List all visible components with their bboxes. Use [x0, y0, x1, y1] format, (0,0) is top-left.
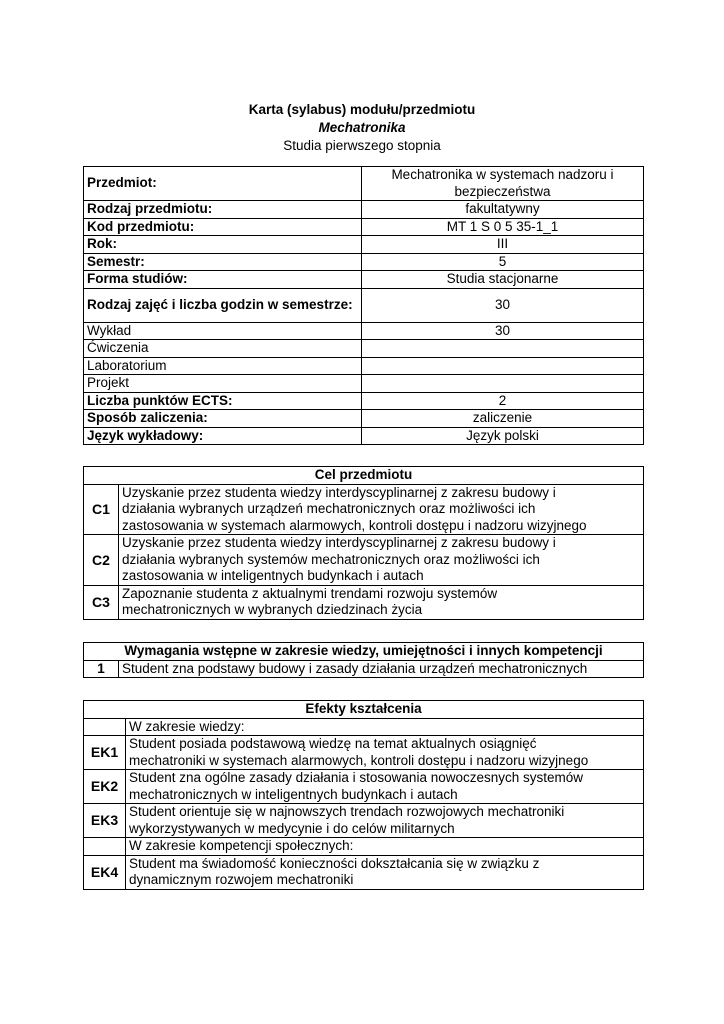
info-label: Wykład [84, 322, 362, 340]
info-label: Sposób zaliczenia: [84, 410, 362, 428]
text-line: Student zna ogólne zasady działania i stosowania nowoczesnych systemów [129, 770, 584, 785]
info-value: 30 [362, 288, 644, 322]
info-value: 5 [362, 253, 644, 271]
title-line-2: Mechatronika [318, 120, 406, 135]
requirements-header-row [84, 643, 644, 661]
item-text [126, 736, 644, 770]
info-row [84, 236, 644, 254]
goals-header-row [84, 467, 644, 485]
info-row [84, 392, 644, 410]
title-line-1: Karta (sylabus) modułu/przedmiotu [248, 102, 476, 117]
requirement-code: 1 [84, 660, 119, 678]
page-title [0, 101, 724, 155]
course-goals-table [83, 466, 644, 620]
info-label: Laboratorium [84, 357, 362, 375]
info-row [84, 410, 644, 428]
info-value: MT 1 S 0 5 35-1_1 [362, 218, 644, 236]
info-value: Język polski [362, 427, 644, 445]
info-row [84, 201, 644, 219]
info-value: Mechatronika w systemach nadzoru i bezpieczeństwa [362, 167, 644, 201]
info-value: fakultatywny [362, 201, 644, 219]
text-line: działania wybranych urządzeń mechatronicznych oraz możliwości ich [122, 501, 536, 516]
info-row [84, 427, 644, 445]
item-text [126, 804, 644, 838]
text-line: Uzyskanie przez studenta wiedzy interdyscyplinarnej z zakresu budowy i [122, 484, 556, 500]
info-row [84, 288, 644, 322]
info-row [84, 253, 644, 271]
effects-section-row [84, 838, 644, 856]
requirements-title: Wymagania wstępne w zakresie wiedzy, umiejętności i innych kompetencji [84, 643, 644, 661]
effect-code: EK1 [84, 736, 126, 770]
effect-row [84, 855, 644, 889]
effect-row [84, 770, 644, 804]
info-row [84, 322, 644, 340]
info-label: Ćwiczenia [84, 340, 362, 358]
info-value [362, 357, 644, 375]
requirement-text: Student zna podstawy budowy i zasady działania urządzeń mechatronicznych [119, 660, 644, 678]
info-value: zaliczenie [362, 410, 644, 428]
requirements-table [83, 642, 644, 678]
info-label: Rodzaj zajęć i liczba godzin w semestrze: [84, 288, 362, 322]
effects-header-row [84, 701, 644, 719]
info-label: Kod przedmiotu: [84, 218, 362, 236]
info-row [84, 271, 644, 289]
effects-section-header: W zakresie wiedzy: [126, 718, 644, 736]
empty-cell [84, 718, 126, 736]
info-value [362, 375, 644, 393]
effect-code: EK3 [84, 804, 126, 838]
effect-code: EK4 [84, 855, 126, 889]
course-info-table [83, 166, 644, 445]
info-value: 2 [362, 392, 644, 410]
text-line: wykorzystywanych w medycynie i do celów militarnych [129, 820, 455, 836]
info-label: Przedmiot: [84, 167, 362, 201]
text-line: działania wybranych systemów mechatronicznych oraz możliwości ich [122, 551, 540, 567]
info-label: Liczba punktów ECTS: [84, 392, 362, 410]
text-line: mechatronicznych w inteligentnych budynkach i autach [129, 786, 458, 802]
info-label: Rok: [84, 236, 362, 254]
info-row [84, 218, 644, 236]
goals-title: Cel przedmiotu [84, 467, 644, 485]
effect-row [84, 804, 644, 838]
info-value: 30 [362, 322, 644, 340]
text-line: mechatronicznych w wybranych dziedzinach życia [122, 602, 423, 617]
item-text [119, 585, 644, 619]
info-value: Studia stacjonarne [362, 271, 644, 289]
info-row [84, 357, 644, 375]
item-text [126, 855, 644, 889]
effect-code: EK2 [84, 770, 126, 804]
item-text [119, 535, 644, 586]
text-line: Student ma świadomość konieczności dokształcania się w związku z [129, 855, 540, 871]
effect-row [84, 736, 644, 770]
info-label: Projekt [84, 375, 362, 393]
info-row [84, 167, 644, 201]
text-line: Zapoznanie studenta z aktualnymi trendami rozwoju systemów [122, 585, 498, 601]
text-line: Uzyskanie przez studenta wiedzy interdyscyplinarnej z zakresu budowy i [122, 535, 556, 550]
goal-row [84, 585, 644, 619]
text-line: zastosowania w inteligentnych budynkach i autach [122, 568, 424, 583]
info-value [362, 340, 644, 358]
effects-section-row [84, 718, 644, 736]
effects-section-header: W zakresie kompetencji społecznych: [126, 838, 644, 856]
learning-effects-table [83, 700, 644, 890]
text-line: mechatroniki w systemach alarmowych, kontroli dostępu i nadzoru wizyjnego [129, 752, 589, 768]
text-line: dynamicznym rozwojem mechatroniki [129, 872, 354, 887]
goal-code: C2 [84, 535, 119, 586]
info-label: Semestr: [84, 253, 362, 271]
info-label: Rodzaj przedmiotu: [84, 201, 362, 219]
item-text [126, 770, 644, 804]
item-text [119, 484, 644, 535]
text-line: Student orientuje się w najnowszych trendach rozwojowych mechatroniki [129, 804, 565, 819]
info-value: III [362, 236, 644, 254]
empty-cell [84, 838, 126, 856]
info-row [84, 340, 644, 358]
info-label: Język wykładowy: [84, 427, 362, 445]
info-label: Forma studiów: [84, 271, 362, 289]
text-line: Student posiada podstawową wiedzę na temat aktualnych osiągnięć [129, 736, 537, 751]
info-row [84, 375, 644, 393]
effects-title: Efekty kształcenia [84, 701, 644, 719]
goal-code: C1 [84, 484, 119, 535]
goal-row [84, 484, 644, 535]
goal-row [84, 535, 644, 586]
title-line-3: Studia pierwszego stopnia [283, 138, 441, 153]
text-line: zastosowania w systemach alarmowych, kontroli dostępu i nadzoru wizyjnego [122, 517, 587, 533]
requirement-row [84, 660, 644, 678]
goal-code: C3 [84, 585, 119, 619]
